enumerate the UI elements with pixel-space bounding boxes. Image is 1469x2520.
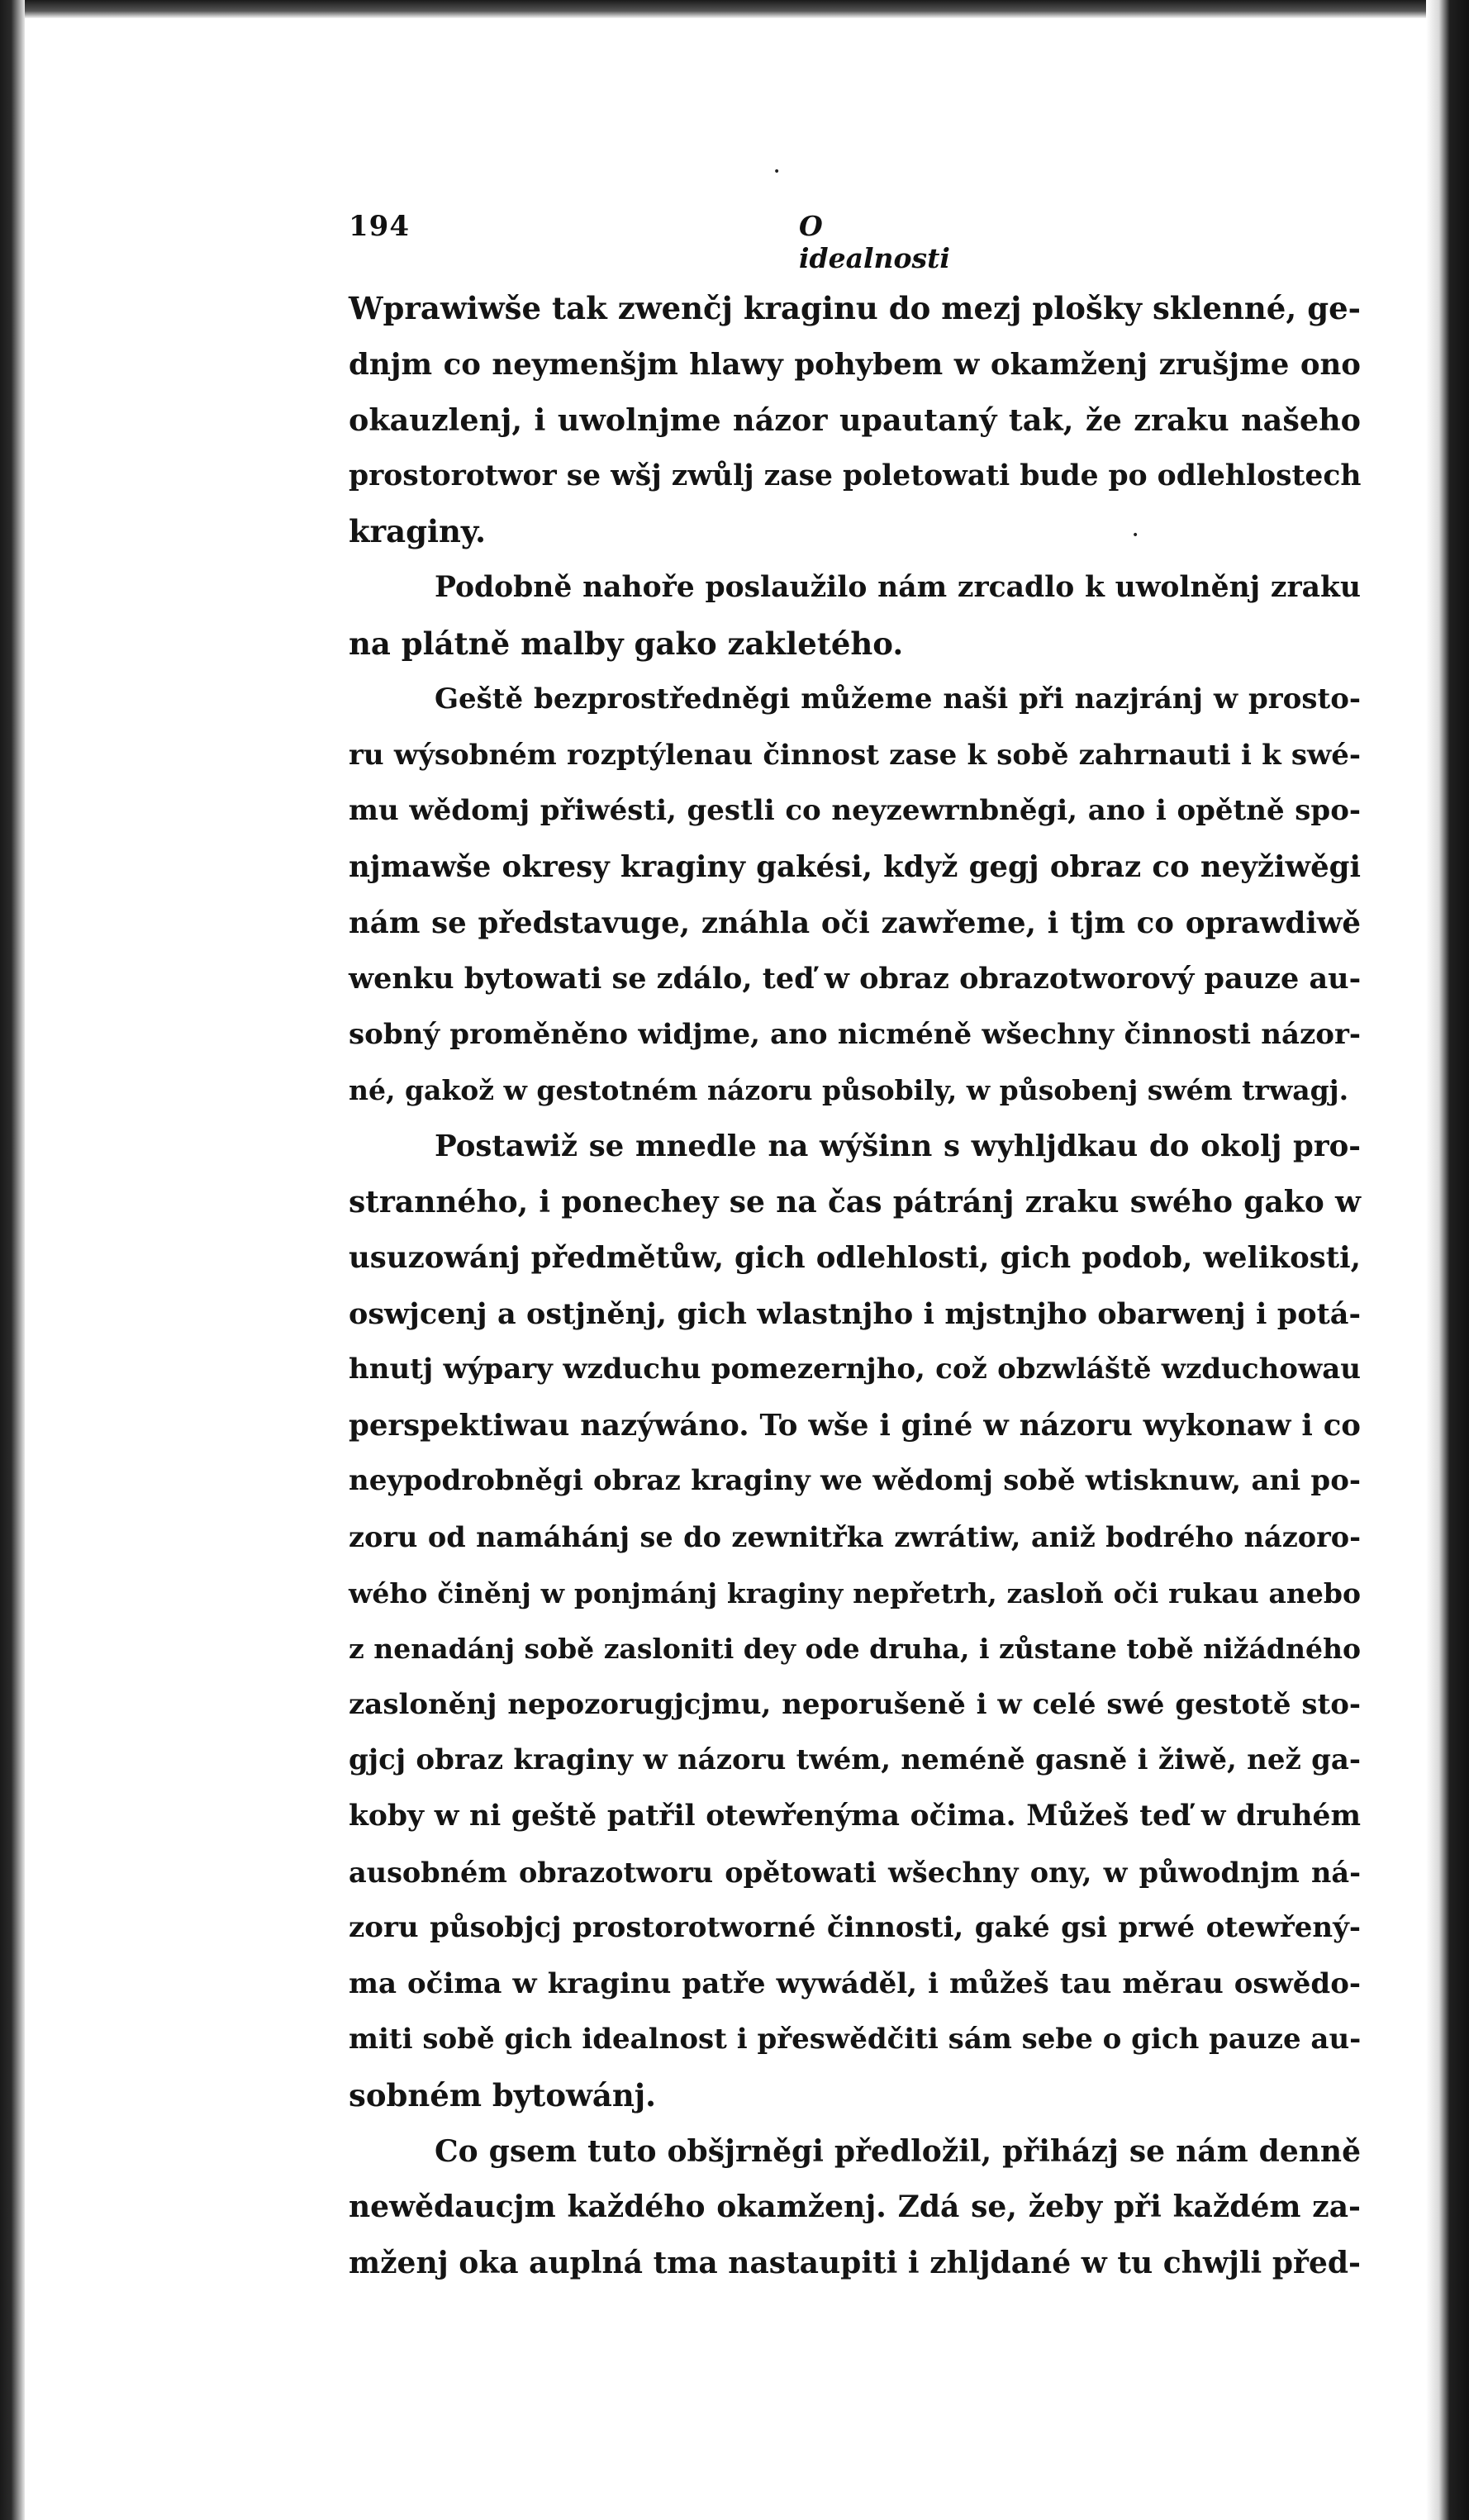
scan-left-edge — [0, 0, 25, 2520]
text-line: prostorotwor se wšj zwůlj zase poletowati bude po odlehlostech — [349, 459, 1362, 492]
text-line: stranného, i ponechey se na čas pátránj zraku swého gako w — [349, 1184, 1361, 1220]
scan-right-edge — [1426, 0, 1469, 2520]
text-line: nám se představuge, znáhla oči zawřeme, i tjm co oprawdiwě — [349, 906, 1361, 940]
body-text — [349, 281, 1361, 2291]
text-line: ausobném obrazotworu opětowati wšechny ony, w půwodnjm ná- — [349, 1856, 1361, 1889]
text-line: okauzlenj, i uwolnjme názor upautaný tak, že zraku našeho — [349, 402, 1361, 439]
text-line: na plátně malby gako zakletého. — [349, 625, 904, 662]
text-line: zasloněnj nepozorugjcjmu, neporušeně i w celé swé gestotě sto- — [349, 1687, 1361, 1721]
text-line: wenku bytowati se zdálo, teď w obraz obrazotworový pauze au- — [349, 962, 1362, 996]
paragraph-start-line: Postawiž se mnedle na wýšinn s wyhljdkau do okolj pro- — [435, 1129, 1361, 1163]
text-line: sobném bytowánj. — [349, 2077, 656, 2113]
text-line: sobný proměněno widjme, ano nicméně wšechny činnosti názor- — [349, 1017, 1361, 1051]
text-line: miti sobě gich idealnost i přeswědčiti sám sebe o gich pauze au- — [349, 2023, 1362, 2056]
text-line: neypodrobněgi obraz kraginy we wědomj sobě wtisknuw, ani po- — [349, 1464, 1361, 1498]
text-line: zoru od namáhánj se do zewnitřka zwrátiw, aniž bodrého názoro- — [349, 1521, 1361, 1554]
text-line: usuzowánj předmětůw, gich odlehlosti, gich podob, welikosti, — [349, 1241, 1361, 1276]
text-line: koby w ni geště patřil otewřenýma očima. Můžeš teď w druhém — [349, 1800, 1361, 1833]
text-line: dnjm co neymenšjm hlawy pohybem w okamženj zrušjme ono — [349, 347, 1361, 382]
page-number: 194 — [349, 210, 410, 243]
paragraph-start-line: Co gsem tuto obšjrněgi předložil, přiházj se nám denně — [435, 2133, 1361, 2169]
scan-speck: • — [1132, 529, 1139, 542]
text-line: mu wědomj přiwésti, gestli co neyzewrnbněgi, ano i opětně spo- — [349, 794, 1361, 828]
text-line: né, gakož w gestotném názoru působily, w působenj swém trwagj. — [349, 1074, 1349, 1107]
scan-speck: • — [773, 165, 781, 178]
text-line: oswjcenj a ostjněnj, gich wlastnjho i mjstnjho obarwenj i potá- — [349, 1296, 1361, 1331]
text-line: kraginy. — [349, 513, 487, 550]
text-line: hnutj wýpary wzduchu pomezernjho, což obzwláště wzduchowau — [349, 1353, 1361, 1386]
text-line: perspektiwau nazýwáno. To wše i giné w názoru wykonaw i co — [349, 1408, 1361, 1443]
text-line: wého činěnj w ponjmánj kraginy nepřetrh, zasloň oči rukau anebo — [349, 1576, 1361, 1609]
text-line: mženj oka auplná tma nastaupiti i zhljdané w tu chwjli před- — [349, 2245, 1361, 2280]
text-line: ma očima w kraginu patře wywáděl, i můžeš tau měrau oswědo- — [349, 1966, 1361, 2000]
text-line: ru wýsobném rozptýlenau činnost zase k sobě zahrnauti i k swé- — [349, 738, 1361, 772]
running-title: O idealnosti — [799, 210, 950, 274]
text-line: Wprawiwše tak zwenčj kraginu do mezj plošky sklenné, ge- — [349, 290, 1361, 326]
page-header — [349, 210, 965, 274]
paragraph-start-line: Podobně nahoře poslaužilo nám zrcadlo k uwolněnj zraku — [435, 570, 1361, 604]
text-line: njmawše okresy kraginy gakési, když gegj obraz co neyžiwěgi — [349, 849, 1361, 884]
text-line: gjcj obraz kraginy w názoru twém, neméně gasně i žiwě, než ga- — [349, 1743, 1361, 1777]
scan-top-edge — [0, 0, 1469, 18]
text-line: zoru působjcj prostorotworné činnosti, gaké gsi prwé otewřený- — [349, 1911, 1361, 1945]
text-line: z nenadánj sobě zasloniti dey ode druha, i zůstane tobě nižádného — [349, 1633, 1361, 1666]
text-line: newědaucjm každého okamženj. Zdá se, žeby při každém za- — [349, 2190, 1361, 2225]
paragraph-start-line: Geště bezprostředněgi můžeme naši při nazjránj w prosto- — [435, 682, 1361, 716]
